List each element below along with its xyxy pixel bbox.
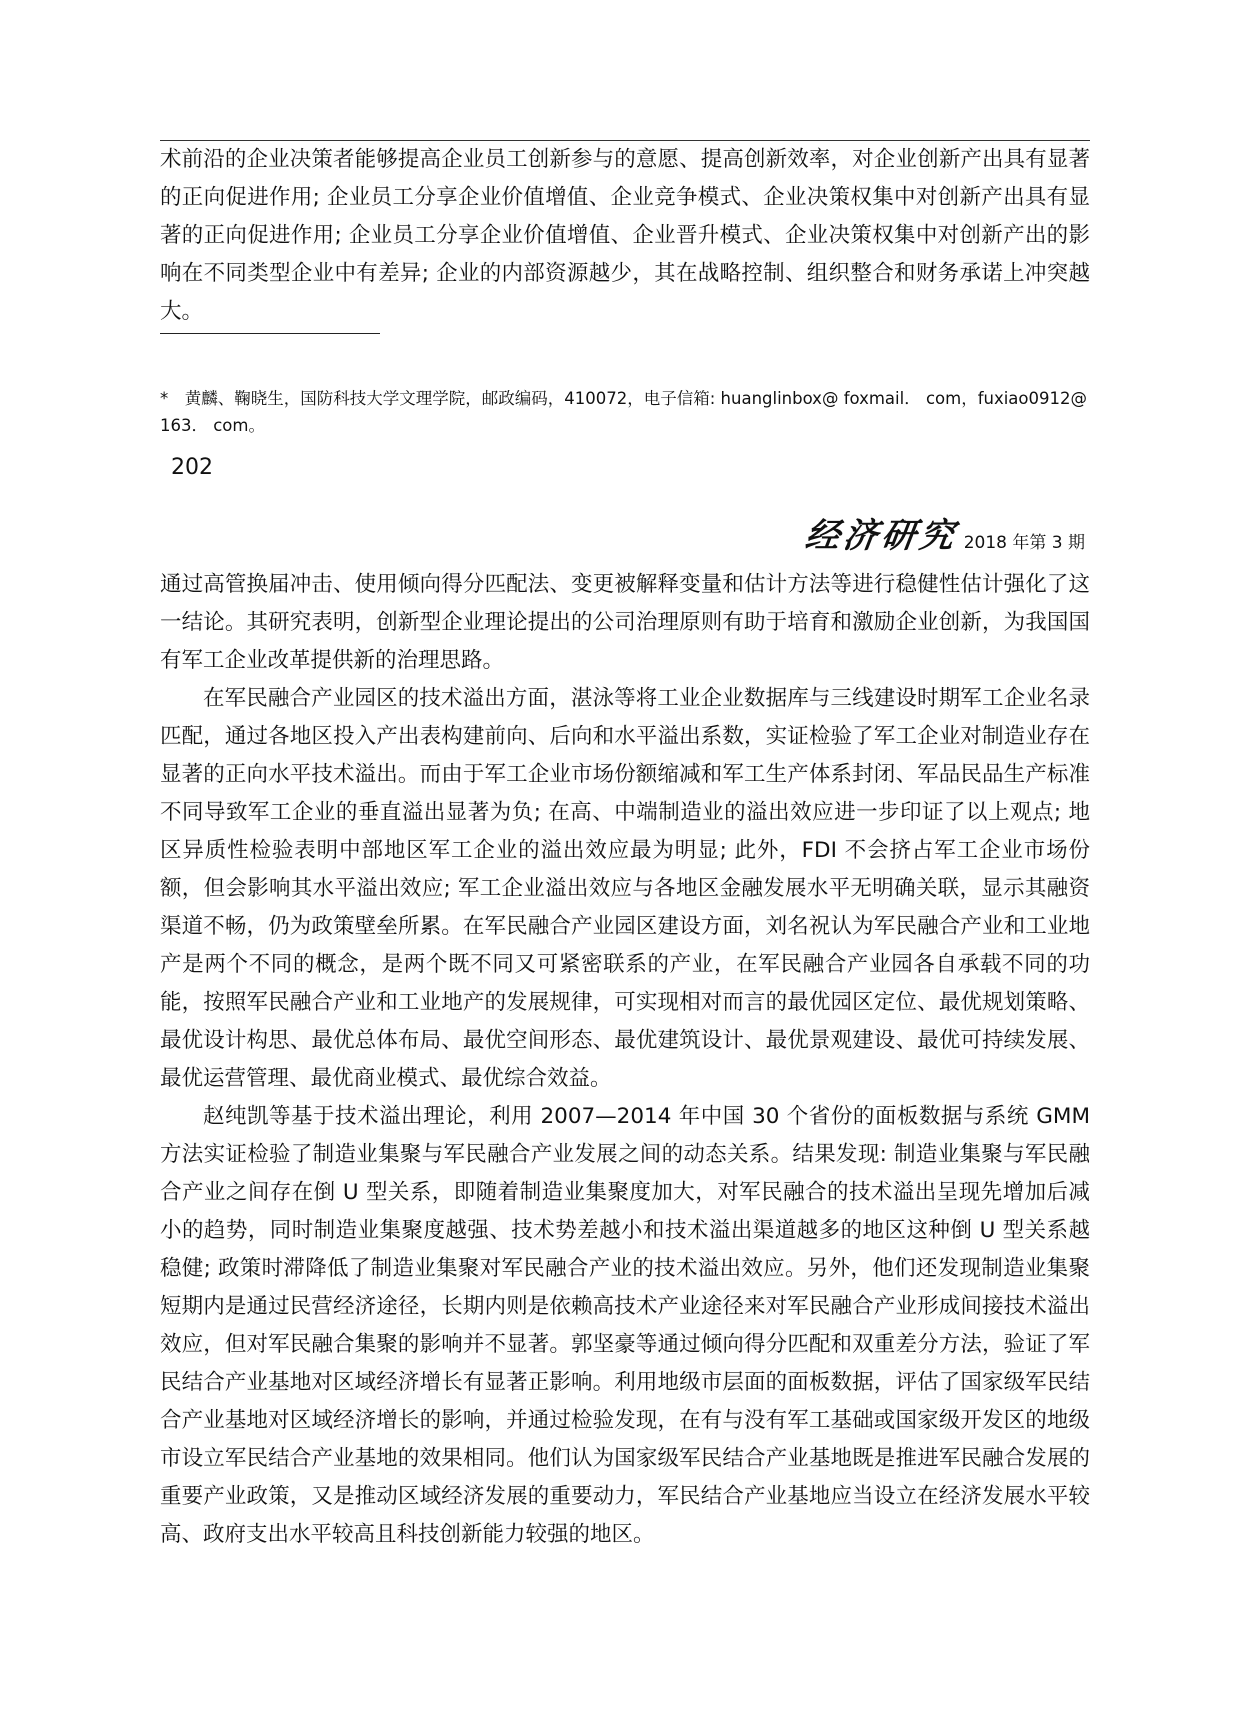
page-number: 202 (171, 455, 213, 480)
top-paragraph-block (160, 140, 1090, 331)
footnote-divider (160, 333, 380, 334)
top-paragraph: 术前沿的企业决策者能够提高企业员工创新参与的意愿、提高创新效率，对企业创新产出具有显著的正向促进作用; 企业员工分享企业价值增值、企业竞争模式、企业决策权集中对创新产出具有显著的正向促进作用; 企业员工分享企业价值增值、企业晋升模式、企业决策权集中对创新产出的影响在不同类型企业中有差异; 企业的内部资源越少，其在战略控制、组织整合和财务承诺上冲突越大。 (160, 140, 1090, 331)
journal-logo: 经济研究 (802, 516, 961, 556)
body-paragraph-2: 在军民融合产业园区的技术溢出方面，湛泳等将工业企业数据库与三线建设时期军工企业名录匹配，通过各地区投入产出表构建前向、后向和水平溢出系数，实证检验了军工企业对制造业存在显著的正向水平技术溢出。而由于军工企业市场份额缩减和军工生产体系封闭、军品民品生产标准不同导致军工企业的垂直溢出显著为负; 在高、中端制造业的溢出效应进一步印证了以上观点; 地区异质性检验表明中部地区军工企业的溢出效应最为明显; 此外，FDI 不会挤占军工企业市场份额，但会影响其水平溢出效应; 军工企业溢出效应与各地区金融发展水平无明确关联，显示其融资渠道不畅，仍为政策壁垒所累。在军民融合产业园区建设方面，刘名祝认为军民融合产业和工业地产是两个不同的概念，是两个既不同又可紧密联系的产业，在军民融合产业园各自承载不同的功能，按照军民融合产业和工业地产的发展规律，可实现相对而言的最优园区定位、最优规划策略、最优设计构思、最优总体布局、最优空间形态、最优建筑设计、最优景观建设、最优可持续发展、最优运营管理、最优商业模式、最优综合效益。 (160, 686, 1090, 1091)
journal-issue: 2018 年第 3 期 (963, 533, 1085, 553)
article-body (160, 566, 1090, 1554)
body-paragraph-3: 赵纯凯等基于技术溢出理论，利用 2007—2014 年中国 30 个省份的面板数据与系统 GMM 方法实证检验了制造业集聚与军民融合产业发展之间的动态关系。结果发现: 制造业集聚与军民融合产业之间存在倒 U 型关系，即随着制造业集聚度加大，对军民融合的技术溢出呈现先增加后减小的趋势，同时制造业集聚度越强、技术势差越小和技术溢出渠道越多的地区这种倒 U 型关系越稳健; 政策时滞降低了制造业集聚对军民融合产业的技术溢出效应。另外，他们还发现制造业集聚短期内是通过民营经济途径，长期内则是依赖高技术产业途径来对军民融合产业形成间接技术溢出效应，但对军民融合集聚的影响并不显著。郭坚豪等通过倾向得分匹配和双重差分方法，验证了军民结合产业基地对区域经济增长有显著正影响。利用地级市层面的面板数据，评估了国家级军民结合产业基地对区域经济增长的影响，并通过检验发现，在有与没有军工基础或国家级开发区的地级市设立军民结合产业基地的效果相同。他们认为国家级军民结合产业基地既是推进军民融合发展的重要产业政策，又是推动区域经济发展的重要动力，军民结合产业基地应当设立在经济发展水平较高、政府支出水平较高且科技创新能力较强的地区。 (160, 1104, 1090, 1547)
body-paragraph-1: 通过高管换届冲击、使用倾向得分匹配法、变更被解释变量和估计方法等进行稳健性估计强化了这一结论。其研究表明，创新型企业理论提出的公司治理原则有助于培育和激励企业创新，为我国国有军工企业改革提供新的治理思路。 (160, 572, 1090, 673)
author-footnote: * 黄麟、鞠晓生，国防科技大学文理学院，邮政编码，410072，电子信箱: huanglinbox@ foxmail． com，fuxiao0912@ 163． com。 (160, 389, 1088, 435)
journal-header (802, 508, 1085, 557)
